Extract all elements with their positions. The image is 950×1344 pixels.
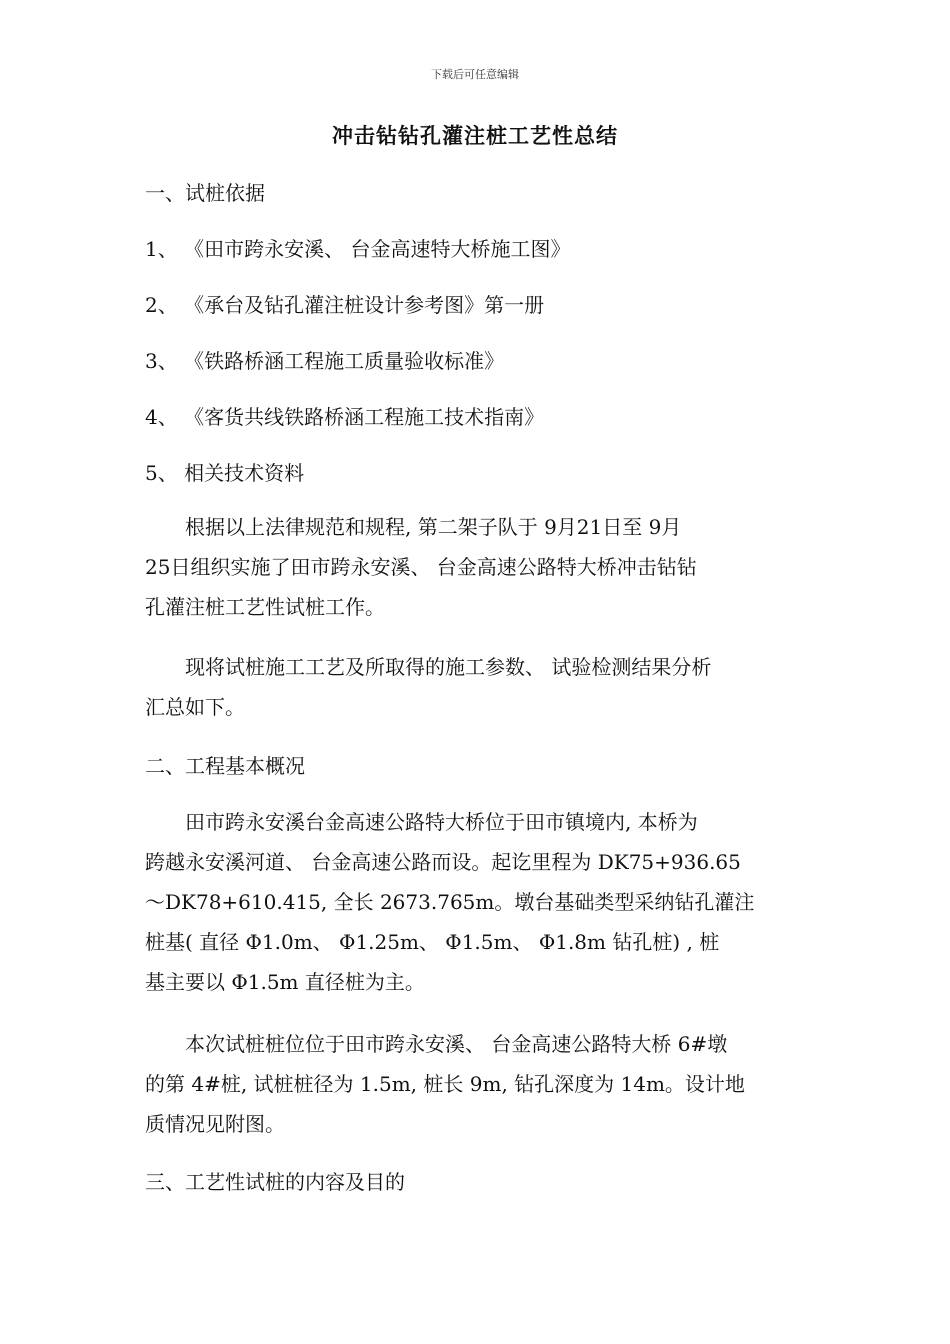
basis-item-1: 1、 《田市跨永安溪、 台金高速特大桥施工图》: [145, 237, 571, 261]
paragraph-line: 基主要以 Φ1.5m 直径桩为主。: [145, 970, 425, 994]
paragraph-line: 的第 4#桩, 试桩桩径为 1.5m, 桩长 9m, 钻孔深度为 14m。设计地: [145, 1072, 745, 1096]
paragraph-results-intro: [145, 647, 810, 727]
basis-item-4: 4、 《客货共线铁路桥涵工程施工技术指南》: [145, 405, 545, 429]
paragraph-basis-summary: [145, 507, 810, 627]
paragraph-bridge-overview: [145, 802, 810, 1002]
paragraph-line: 跨越永安溪河道、 台金高速公路而设。起讫里程为 DK75+936.65: [145, 850, 741, 874]
paragraph-test-pile: [145, 1024, 810, 1144]
section-heading-purpose: 三、工艺性试桩的内容及目的: [145, 1170, 405, 1194]
paragraph-line: 质情况见附图。: [145, 1112, 285, 1136]
basis-item-2: 2、 《承台及钻孔灌注桩设计参考图》第一册: [145, 293, 545, 317]
header-note: 下载后可任意编辑: [431, 68, 519, 81]
paragraph-line: 现将试桩施工工艺及所取得的施工参数、 试验检测结果分析: [185, 655, 712, 679]
section-heading-overview: 二、工程基本概况: [145, 754, 305, 778]
paragraph-line: 汇总如下。: [145, 695, 245, 719]
paragraph-line: 本次试桩桩位位于田市跨永安溪、 台金高速公路特大桥 6#墩: [185, 1032, 728, 1056]
paragraph-line: 田市跨永安溪台金高速公路特大桥位于田市镇境内, 本桥为: [185, 810, 698, 834]
paragraph-line: 孔灌注桩工艺性试桩工作。: [145, 595, 385, 619]
paragraph-line: 25日组织实施了田市跨永安溪、 台金高速公路特大桥冲击钻钻: [145, 555, 697, 579]
section-heading-basis: 一、试桩依据: [145, 181, 265, 205]
basis-item-3: 3、 《铁路桥涵工程施工质量验收标准》: [145, 349, 505, 373]
paragraph-line: ～DK78+610.415, 全长 2673.765m。墩台基础类型采纳钻孔灌注: [145, 890, 755, 914]
document-title: 冲击钻钻孔灌注桩工艺性总结: [332, 123, 618, 148]
paragraph-line: 桩基( 直径 Φ1.0m、 Φ1.25m、 Φ1.5m、 Φ1.8m 钻孔桩) , 桩: [145, 930, 720, 954]
basis-item-5: 5、 相关技术资料: [145, 461, 305, 485]
paragraph-line: 根据以上法律规范和规程, 第二架子队于 9月21日至 9月: [185, 515, 682, 539]
